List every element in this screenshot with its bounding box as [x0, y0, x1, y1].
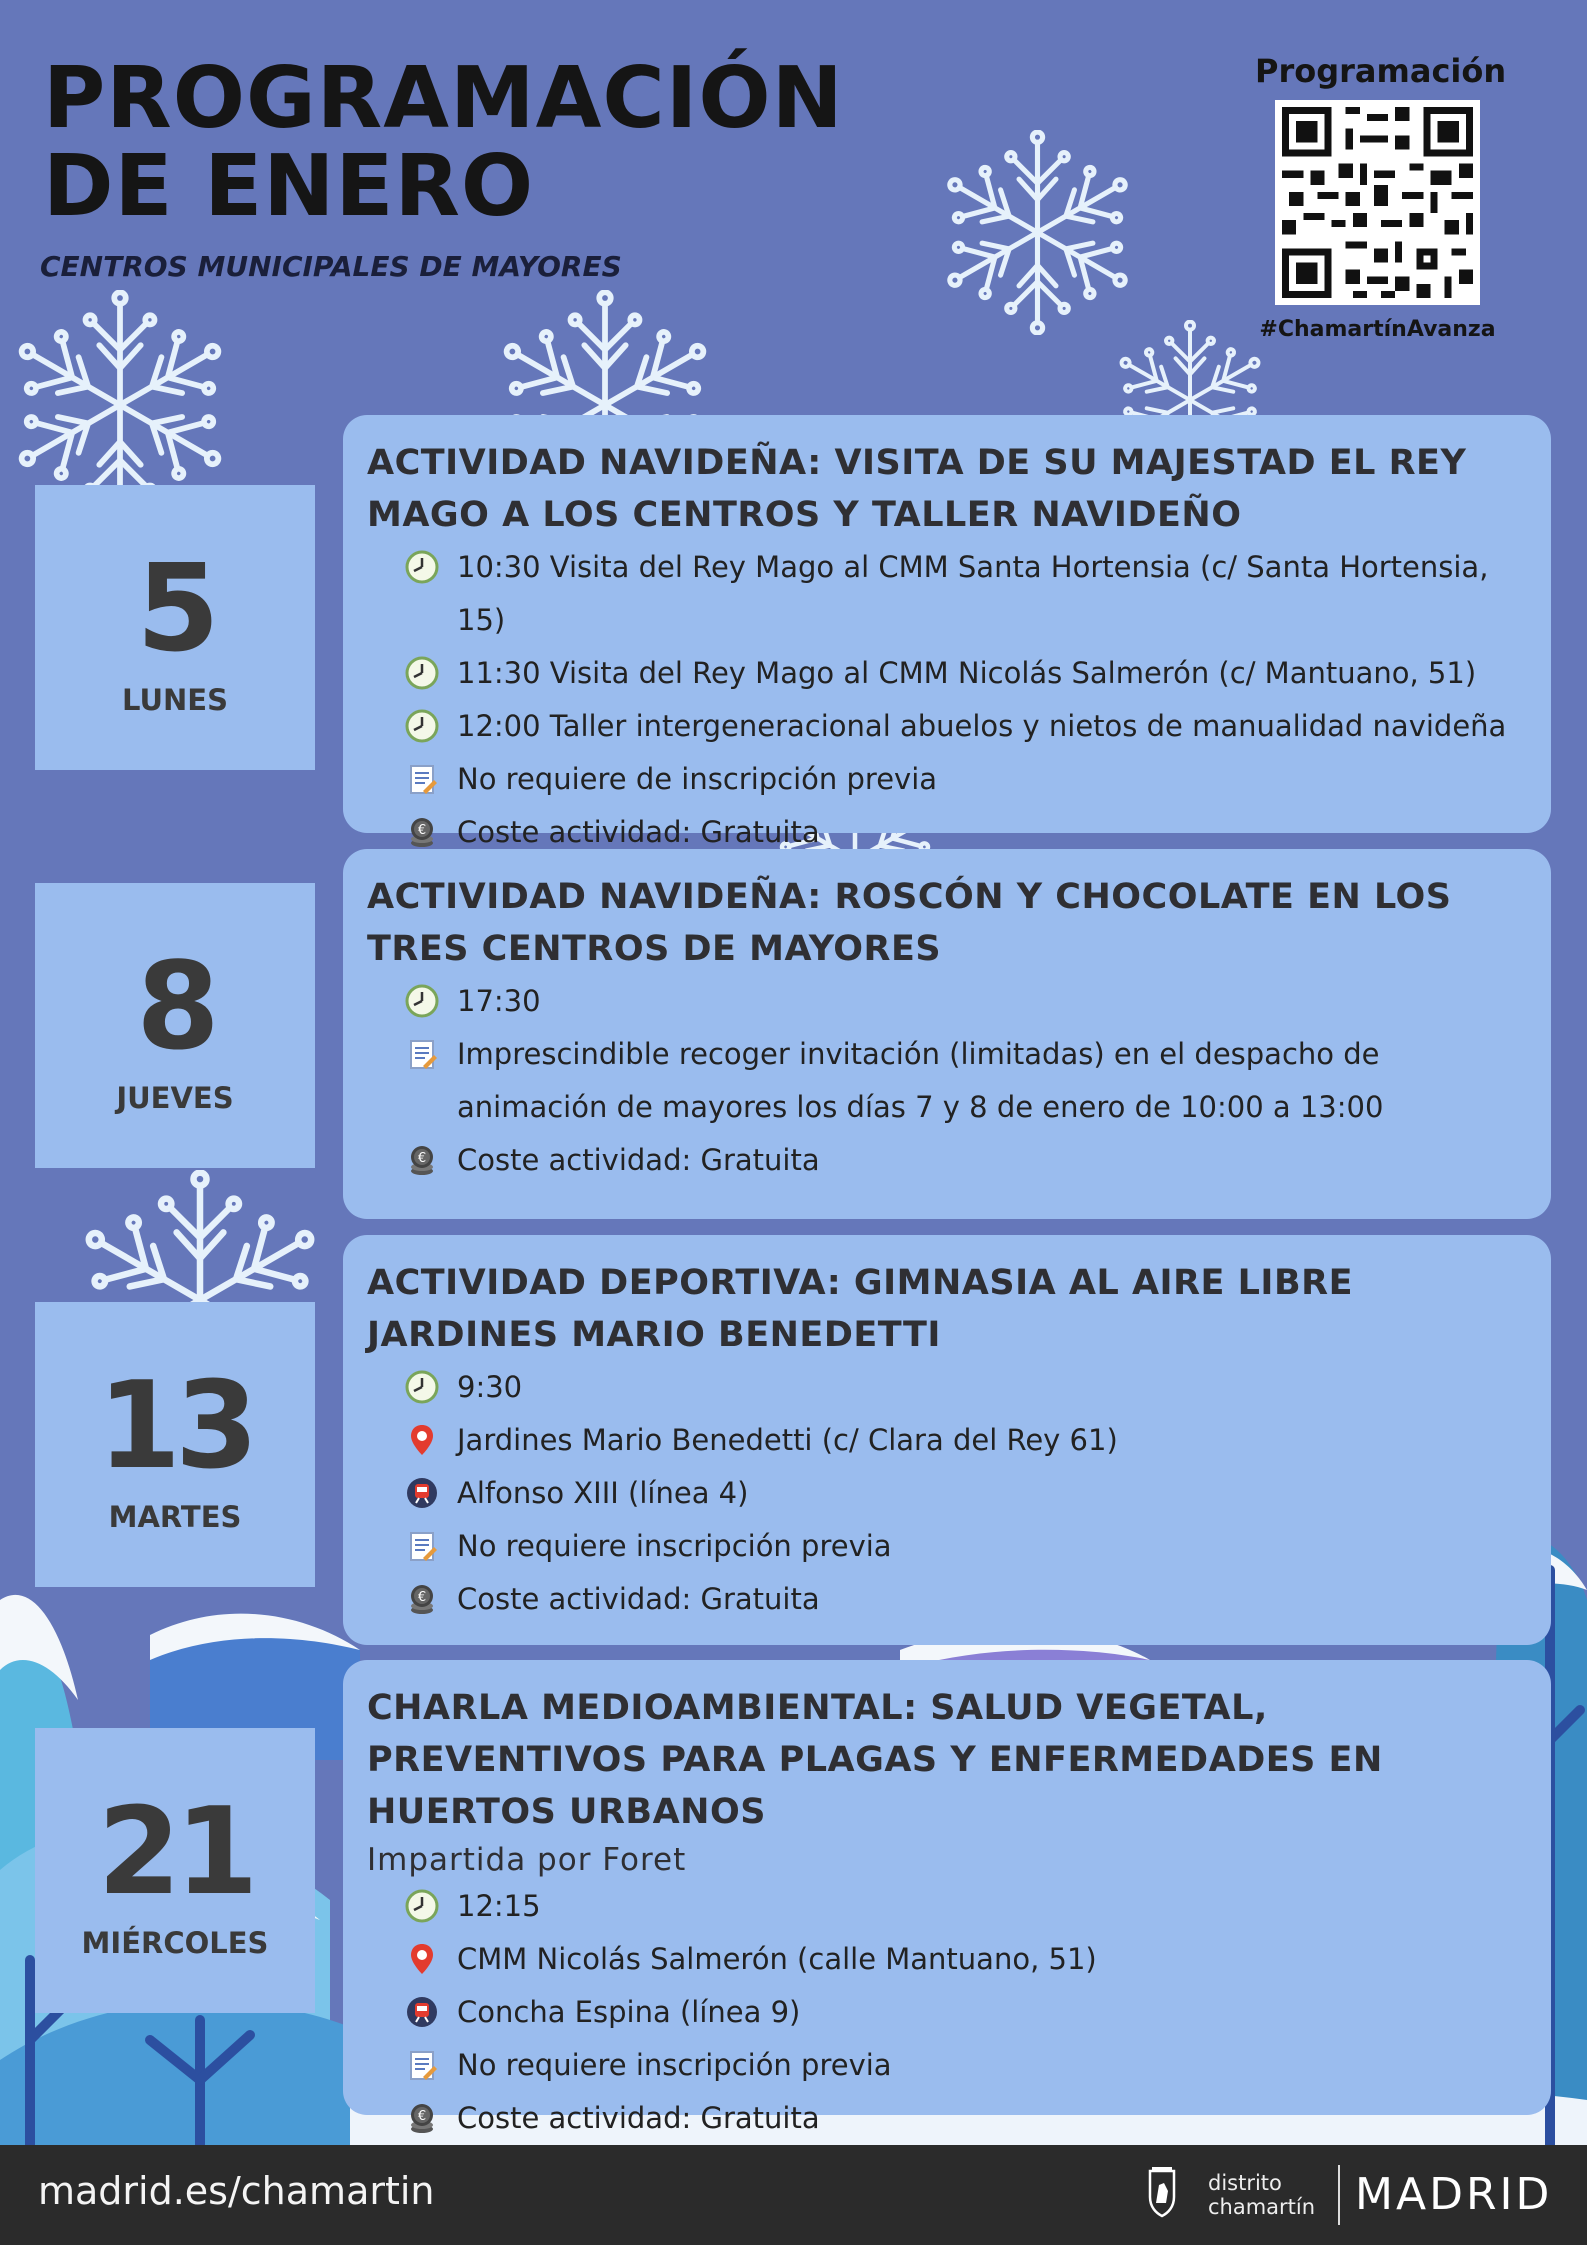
detail-text: 11:30 Visita del Rey Mago al CMM Nicolás Salmerón (c/ Mantuano, 51) [457, 656, 1477, 690]
weekday-label: MARTES [108, 1500, 242, 1534]
list-item [405, 1880, 1527, 1933]
detail-text: Concha Espina (línea 9) [457, 1995, 801, 2029]
clock-icon [405, 656, 439, 690]
location-pin-icon [405, 1942, 439, 1976]
day-number: 13 [97, 1357, 253, 1496]
day-number: 21 [97, 1783, 253, 1922]
clock-icon [405, 984, 439, 1018]
list-item [405, 647, 1527, 700]
list-item [405, 1361, 1527, 1414]
event-card [343, 415, 1551, 849]
form-icon [405, 1529, 439, 1563]
detail-text: CMM Nicolás Salmerón (calle Mantuano, 51) [457, 1942, 1097, 1976]
madrid-crest-icon [1142, 2167, 1182, 2219]
list-item [405, 1134, 1527, 1187]
event-title: ACTIVIDAD NAVIDEÑA: VISITA DE SU MAJESTAD EL REY MAGO A LOS CENTROS Y TALLER NAVIDEÑO [367, 443, 1467, 535]
event-title: ACTIVIDAD DEPORTIVA: GIMNASIA AL AIRE LIBRE JARDINES MARIO BENEDETTI [367, 1263, 1353, 1355]
list-item [405, 1986, 1527, 2039]
detail-text: 17:30 [457, 984, 541, 1018]
qr-label: Programación [1255, 52, 1507, 90]
weekday-label: LUNES [122, 683, 228, 717]
metro-icon [405, 1476, 439, 1510]
footer [0, 2145, 1587, 2245]
page-subtitle: CENTROS MUNICIPALES DE MAYORES [40, 250, 622, 283]
form-icon [405, 762, 439, 796]
weekday-label: JUEVES [116, 1081, 234, 1115]
detail-text: 12:15 [457, 1889, 541, 1923]
event-details [367, 975, 1527, 1187]
detail-text: Coste actividad: Gratuita [457, 1143, 820, 1177]
event-card [343, 1660, 1551, 2135]
qr-code-icon[interactable] [1275, 100, 1480, 305]
date-badge [35, 1302, 315, 1587]
detail-text: No requiere inscripción previa [457, 2048, 892, 2082]
clock-icon [405, 1370, 439, 1404]
event-details [367, 1361, 1527, 1626]
list-item [405, 1520, 1527, 1573]
weekday-label: MIÉRCOLES [81, 1926, 269, 1960]
detail-text: Coste actividad: Gratuita [457, 815, 820, 849]
detail-text: 12:00 Taller intergeneracional abuelos y nietos de manualidad navideña [457, 709, 1507, 743]
list-item [405, 1467, 1527, 1520]
madrid-wordmark: MADRID [1355, 2169, 1553, 2220]
event-title: CHARLA MEDIOAMBIENTAL: SALUD VEGETAL, PREVENTIVOS PARA PLAGAS Y ENFERMEDADES EN HUERTOS URBANOS [367, 1688, 1383, 1832]
list-item [405, 753, 1527, 806]
clock-icon [405, 550, 439, 584]
event-details [367, 1880, 1527, 2145]
list-item [405, 1028, 1527, 1134]
day-number: 5 [136, 540, 214, 679]
event-card [343, 849, 1551, 1219]
metro-icon [405, 1995, 439, 2029]
hashtag: #ChamartínAvanza [1259, 317, 1496, 342]
coins-icon [405, 2101, 439, 2135]
date-badge [35, 1728, 315, 2013]
list-item [405, 2039, 1527, 2092]
footer-url-link[interactable]: madrid.es/chamartin [38, 2169, 435, 2213]
detail-text: Coste actividad: Gratuita [457, 1582, 820, 1616]
distrito-line: distrito [1208, 2171, 1282, 2195]
detail-text: Coste actividad: Gratuita [457, 2101, 820, 2135]
list-item [405, 1933, 1527, 1986]
detail-text: Alfonso XIII (línea 4) [457, 1476, 749, 1510]
coins-icon [405, 1143, 439, 1177]
clock-icon [405, 1889, 439, 1923]
event-subtitle: Impartida por Foret [367, 1842, 687, 1878]
list-item [405, 1414, 1527, 1467]
list-item [405, 2092, 1527, 2145]
date-badge [35, 485, 315, 770]
qr-block [1255, 52, 1507, 342]
date-badge [35, 883, 315, 1168]
day-number: 8 [136, 938, 214, 1077]
detail-text: Jardines Mario Benedetti (c/ Clara del Rey 61) [457, 1423, 1118, 1457]
list-item [405, 700, 1527, 753]
location-pin-icon [405, 1423, 439, 1457]
distrito-name: chamartín [1208, 2195, 1316, 2219]
detail-text: No requiere de inscripción previa [457, 762, 938, 796]
list-item [405, 541, 1527, 647]
distrito-label [1208, 2171, 1315, 2219]
event-title: ACTIVIDAD NAVIDEÑA: ROSCÓN Y CHOCOLATE EN LOS TRES CENTROS DE MAYORES [367, 877, 1452, 969]
coins-icon [405, 815, 439, 849]
detail-text: 10:30 Visita del Rey Mago al CMM Santa Hortensia (c/ Santa Hortensia, 15) [457, 550, 1489, 637]
detail-text: 9:30 [457, 1370, 523, 1404]
form-icon [405, 2048, 439, 2082]
page-title: PROGRAMACIÓN DE ENERO [43, 49, 844, 236]
form-icon [405, 1037, 439, 1071]
event-details [367, 541, 1527, 859]
detail-text: Imprescindible recoger invitación (limitadas) en el despacho de animación de mayores los días 7 y 8 de enero de 10:00 a 13:00 [457, 1037, 1384, 1124]
divider [1338, 2165, 1340, 2225]
detail-text: No requiere inscripción previa [457, 1529, 892, 1563]
list-item [405, 1573, 1527, 1626]
clock-icon [405, 709, 439, 743]
list-item [405, 975, 1527, 1028]
event-card [343, 1235, 1551, 1645]
coins-icon [405, 1582, 439, 1616]
